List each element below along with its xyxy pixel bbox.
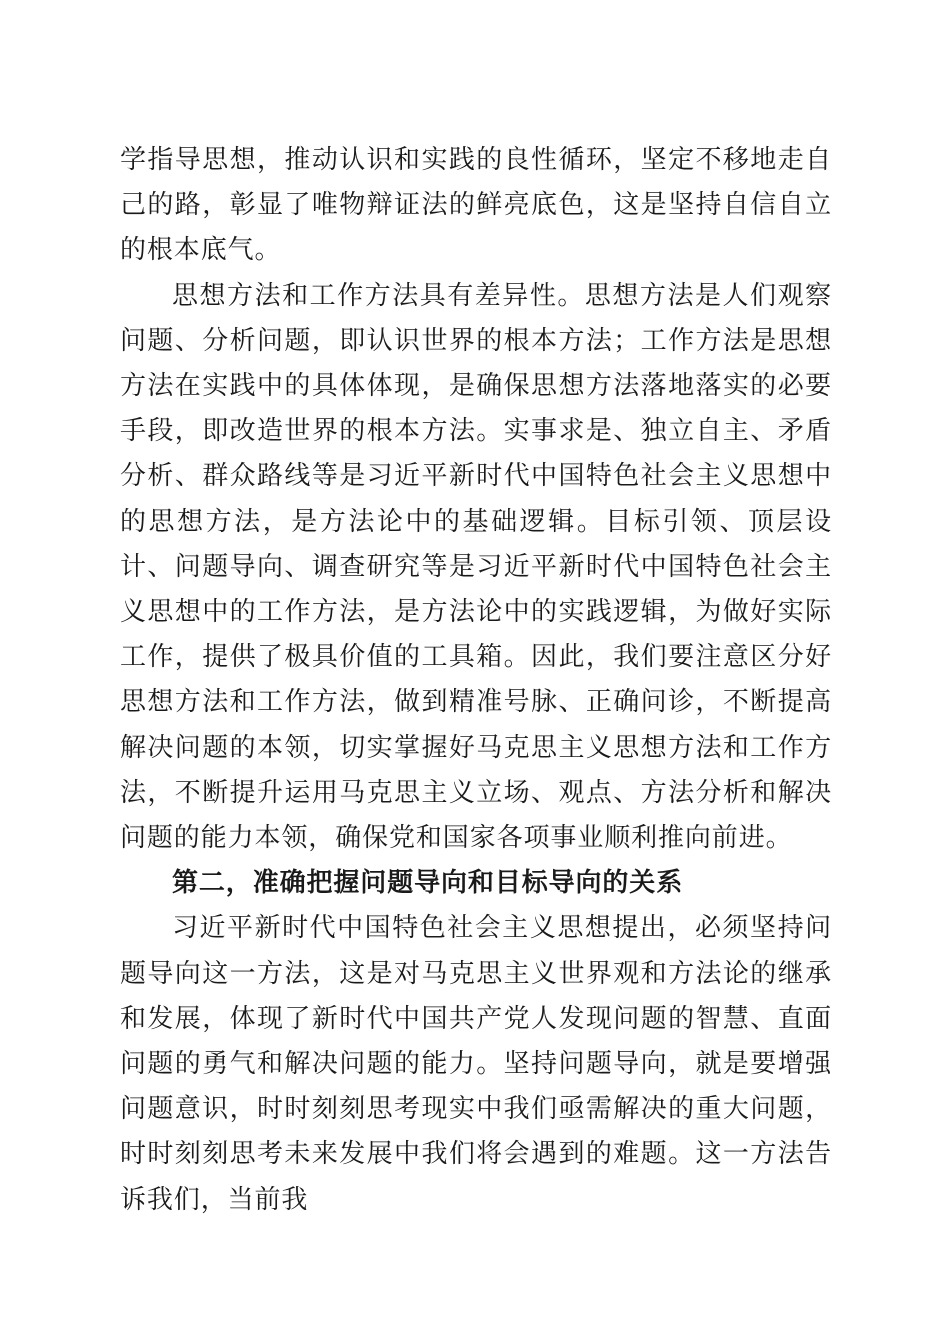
paragraph-problem-orientation: 习近平新时代中国特色社会主义思想提出，必须坚持问题导向这一方法，这是对马克思主义世界观和方法论的继承和发展，体现了新时代中国共产党人发现问题的智慧、直面问题的勇气和解决问题的能力。坚持问题导向，就是要增强问题意识，时时刻刻思考现实中我们亟需解决的重大问题，时时刻刻思考未来发展中我们将会遇到的难题。这一方法告诉我们，当前我: [120, 913, 832, 1215]
paragraph-methods-difference: 思想方法和工作方法具有差异性。思想方法是人们观察问题、分析问题，即认识世界的根本方法；工作方法是思想方法在实践中的具体体现，是确保思想方法落地落实的必要手段，即改造世界的根本方法。实事求是、独立自主、矛盾分析、群众路线等是习近平新时代中国特色社会主义思想中的思想方法，是方法论中的基础逻辑。目标引领、顶层设计、问题导向、调查研究等是习近平新时代中国特色社会主义思想中的工作方法，是方法论中的实践逻辑，为做好实际工作，提供了极具价值的工具箱。因此，我们要注意区分好思想方法和工作方法，做到精准号脉、正确问诊，不断提高解决问题的本领，切实掌握好马克思主义思想方法和工作方法，不断提升运用马克思主义立场、观点、方法分析和解决问题的能力本领，确保党和国家各项事业顺利推向前进。: [120, 280, 832, 854]
document-body: [120, 138, 832, 1223]
paragraph-continuation: 学指导思想，推动认识和实践的良性循环，坚定不移地走自己的路，彰显了唯物辩证法的鲜亮底色，这是坚持自信自立的根本底气。: [120, 145, 832, 266]
section-heading: 第二，准确把握问题导向和目标导向的关系: [172, 868, 684, 899]
